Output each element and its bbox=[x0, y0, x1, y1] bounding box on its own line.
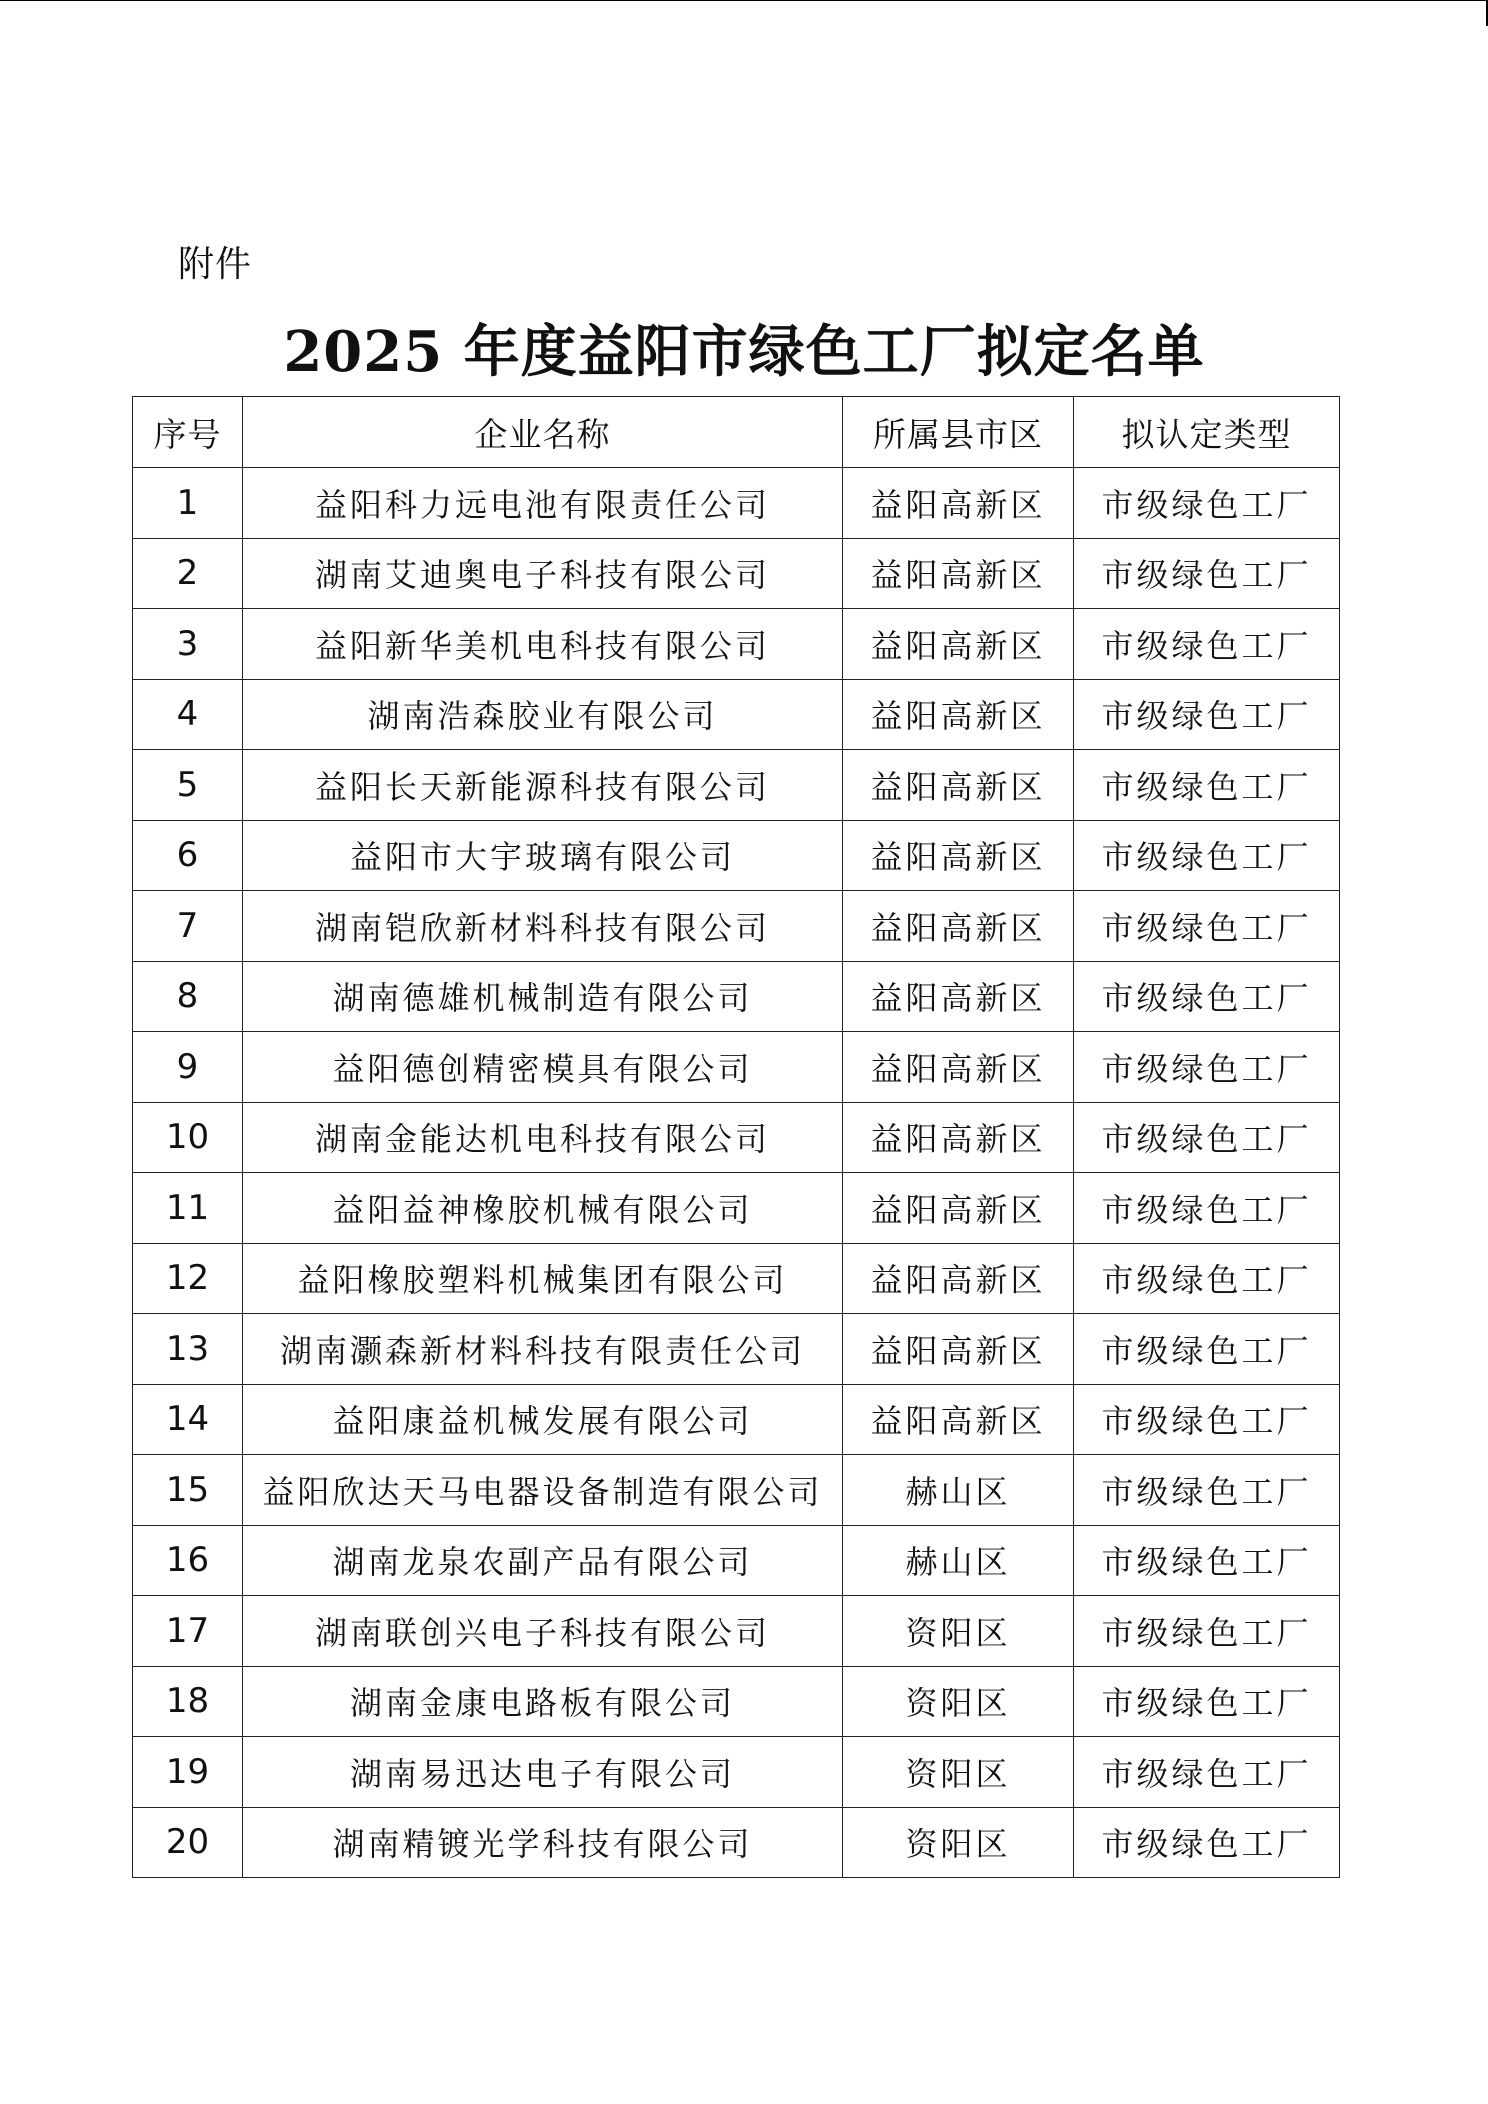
designation-type: 市级绿色工厂 bbox=[1074, 1525, 1340, 1596]
row-index: 14 bbox=[133, 1384, 243, 1455]
row-index: 18 bbox=[133, 1666, 243, 1737]
district-name: 资阳区 bbox=[843, 1807, 1074, 1878]
table-row bbox=[133, 1596, 1340, 1667]
row-index: 19 bbox=[133, 1737, 243, 1808]
row-index: 8 bbox=[133, 961, 243, 1032]
company-name: 湖南灏森新材料科技有限责任公司 bbox=[243, 1314, 843, 1385]
company-name: 益阳欣达天马电器设备制造有限公司 bbox=[243, 1455, 843, 1526]
district-name: 资阳区 bbox=[843, 1596, 1074, 1667]
designation-type: 市级绿色工厂 bbox=[1074, 1384, 1340, 1455]
table-row bbox=[133, 609, 1340, 680]
header-type: 拟认定类型 bbox=[1074, 397, 1340, 468]
row-index: 17 bbox=[133, 1596, 243, 1667]
designation-type: 市级绿色工厂 bbox=[1074, 1666, 1340, 1737]
table-row bbox=[133, 1666, 1340, 1737]
row-index: 5 bbox=[133, 750, 243, 821]
company-name: 湖南龙泉农副产品有限公司 bbox=[243, 1525, 843, 1596]
table-row bbox=[133, 891, 1340, 962]
district-name: 赫山区 bbox=[843, 1455, 1074, 1526]
row-index: 15 bbox=[133, 1455, 243, 1526]
table-body bbox=[133, 468, 1340, 1878]
header-company: 企业名称 bbox=[243, 397, 843, 468]
company-name: 湖南艾迪奥电子科技有限公司 bbox=[243, 538, 843, 609]
designation-type: 市级绿色工厂 bbox=[1074, 1314, 1340, 1385]
table-row bbox=[133, 679, 1340, 750]
table-row bbox=[133, 1243, 1340, 1314]
row-index: 2 bbox=[133, 538, 243, 609]
designation-type: 市级绿色工厂 bbox=[1074, 1243, 1340, 1314]
company-name: 湖南浩森胶业有限公司 bbox=[243, 679, 843, 750]
designation-type: 市级绿色工厂 bbox=[1074, 1032, 1340, 1103]
designation-type: 市级绿色工厂 bbox=[1074, 891, 1340, 962]
designation-type: 市级绿色工厂 bbox=[1074, 1102, 1340, 1173]
table-row bbox=[133, 1032, 1340, 1103]
district-name: 益阳高新区 bbox=[843, 1384, 1074, 1455]
district-name: 益阳高新区 bbox=[843, 1032, 1074, 1103]
company-name: 益阳长天新能源科技有限公司 bbox=[243, 750, 843, 821]
district-name: 益阳高新区 bbox=[843, 891, 1074, 962]
company-name: 湖南精镀光学科技有限公司 bbox=[243, 1807, 843, 1878]
company-name: 益阳市大宇玻璃有限公司 bbox=[243, 820, 843, 891]
header-index: 序号 bbox=[133, 397, 243, 468]
designation-type: 市级绿色工厂 bbox=[1074, 609, 1340, 680]
company-name: 益阳科力远电池有限责任公司 bbox=[243, 468, 843, 539]
company-name: 益阳德创精密模具有限公司 bbox=[243, 1032, 843, 1103]
row-index: 3 bbox=[133, 609, 243, 680]
district-name: 益阳高新区 bbox=[843, 961, 1074, 1032]
district-name: 益阳高新区 bbox=[843, 1102, 1074, 1173]
company-name: 湖南德雄机械制造有限公司 bbox=[243, 961, 843, 1032]
row-index: 16 bbox=[133, 1525, 243, 1596]
designation-type: 市级绿色工厂 bbox=[1074, 468, 1340, 539]
district-name: 益阳高新区 bbox=[843, 1173, 1074, 1244]
district-name: 资阳区 bbox=[843, 1737, 1074, 1808]
company-name: 益阳新华美机电科技有限公司 bbox=[243, 609, 843, 680]
table-row bbox=[133, 468, 1340, 539]
table-row bbox=[133, 1807, 1340, 1878]
designation-type: 市级绿色工厂 bbox=[1074, 538, 1340, 609]
company-name: 益阳康益机械发展有限公司 bbox=[243, 1384, 843, 1455]
table-row bbox=[133, 1525, 1340, 1596]
company-name: 湖南易迅达电子有限公司 bbox=[243, 1737, 843, 1808]
district-name: 益阳高新区 bbox=[843, 1314, 1074, 1385]
district-name: 资阳区 bbox=[843, 1666, 1074, 1737]
district-name: 益阳高新区 bbox=[843, 750, 1074, 821]
designation-type: 市级绿色工厂 bbox=[1074, 961, 1340, 1032]
row-index: 4 bbox=[133, 679, 243, 750]
row-index: 6 bbox=[133, 820, 243, 891]
green-factory-table bbox=[132, 396, 1340, 1878]
document-title: 2025 年度益阳市绿色工厂拟定名单 bbox=[283, 319, 1205, 385]
company-name: 益阳益神橡胶机械有限公司 bbox=[243, 1173, 843, 1244]
designation-type: 市级绿色工厂 bbox=[1074, 1173, 1340, 1244]
row-index: 11 bbox=[133, 1173, 243, 1244]
district-name: 赫山区 bbox=[843, 1525, 1074, 1596]
table-row bbox=[133, 1314, 1340, 1385]
district-name: 益阳高新区 bbox=[843, 820, 1074, 891]
table-row bbox=[133, 1737, 1340, 1808]
table-row bbox=[133, 1384, 1340, 1455]
designation-type: 市级绿色工厂 bbox=[1074, 820, 1340, 891]
attachment-label: 附件 bbox=[178, 244, 253, 285]
district-name: 益阳高新区 bbox=[843, 679, 1074, 750]
page-top-border bbox=[0, 0, 1488, 1]
row-index: 7 bbox=[133, 891, 243, 962]
designation-type: 市级绿色工厂 bbox=[1074, 1596, 1340, 1667]
row-index: 1 bbox=[133, 468, 243, 539]
table-row bbox=[133, 750, 1340, 821]
table-row bbox=[133, 820, 1340, 891]
row-index: 12 bbox=[133, 1243, 243, 1314]
district-name: 益阳高新区 bbox=[843, 468, 1074, 539]
district-name: 益阳高新区 bbox=[843, 609, 1074, 680]
table-row bbox=[133, 961, 1340, 1032]
row-index: 13 bbox=[133, 1314, 243, 1385]
company-name: 湖南铠欣新材料科技有限公司 bbox=[243, 891, 843, 962]
table-row bbox=[133, 538, 1340, 609]
row-index: 9 bbox=[133, 1032, 243, 1103]
table-row bbox=[133, 1102, 1340, 1173]
designation-type: 市级绿色工厂 bbox=[1074, 679, 1340, 750]
company-name: 湖南联创兴电子科技有限公司 bbox=[243, 1596, 843, 1667]
company-name: 湖南金能达机电科技有限公司 bbox=[243, 1102, 843, 1173]
table-header-row bbox=[133, 397, 1340, 468]
district-name: 益阳高新区 bbox=[843, 1243, 1074, 1314]
designation-type: 市级绿色工厂 bbox=[1074, 1455, 1340, 1526]
company-name: 益阳橡胶塑料机械集团有限公司 bbox=[243, 1243, 843, 1314]
designation-type: 市级绿色工厂 bbox=[1074, 750, 1340, 821]
company-name: 湖南金康电路板有限公司 bbox=[243, 1666, 843, 1737]
table-row bbox=[133, 1173, 1340, 1244]
designation-type: 市级绿色工厂 bbox=[1074, 1807, 1340, 1878]
designation-type: 市级绿色工厂 bbox=[1074, 1737, 1340, 1808]
district-name: 益阳高新区 bbox=[843, 538, 1074, 609]
table-row bbox=[133, 1455, 1340, 1526]
header-district: 所属县市区 bbox=[843, 397, 1074, 468]
row-index: 20 bbox=[133, 1807, 243, 1878]
row-index: 10 bbox=[133, 1102, 243, 1173]
